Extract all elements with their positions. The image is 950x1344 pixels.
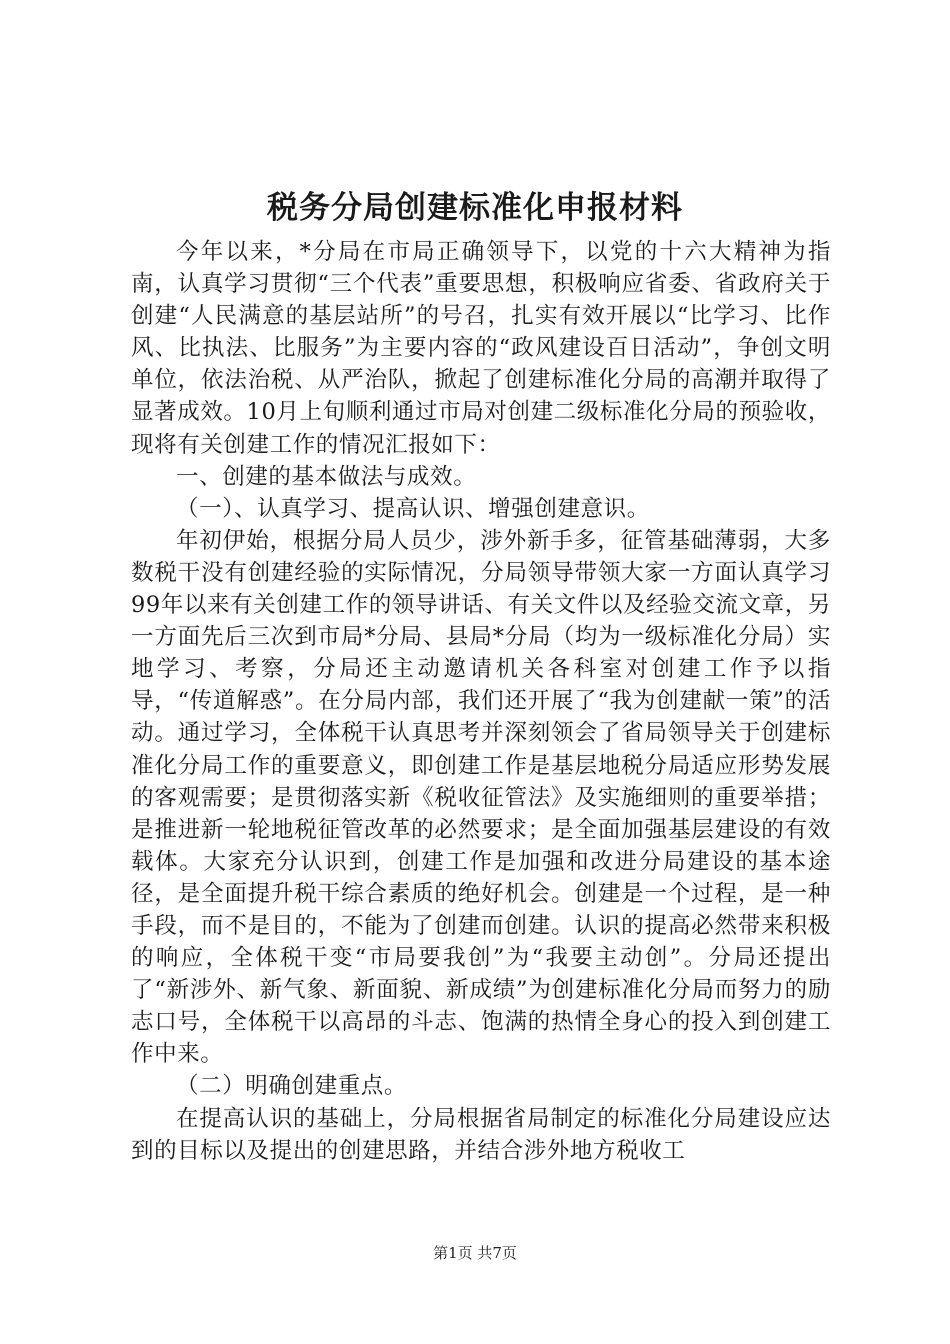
subsection-heading-1: （一）、认真学习、提高认识、增强创建意识。 [176,495,650,522]
paragraph-focus: 在提高认识的基础上，分局根据省局制定的标准化分局建设应达到的目标以及提出的创建思路，并结合涉外地方税收工 [131,1105,831,1164]
document-title: 税务分局创建标准化申报材料 [267,190,683,226]
section-heading-1: 一、创建的基本做法与成效。 [176,463,477,490]
page-footer: 第1页 共7页 [433,1244,517,1262]
paragraph-intro: 今年以来，*分局在市局正确领导下，以党的十六大精神为指南，认真学习贯彻“三个代表”重要思想，积极响应省委、省政府关于创建“人民满意的基层站所”的号召，扎实有效开展以“比学习、比作风、比执法、比服务”为主要内容的“政风建设百日活动”，争创文明单位，依法治税、从严治队，掀起了创建标准化分局的高潮并取得了显著成效。10月上旬顺利通过市局对创建二级标准化分局的预验收，现将有关创建工作的情况汇报如下： [131,239,831,458]
subsection-heading-2: （二）明确创建重点。 [176,1073,408,1100]
document-body [131,236,831,1167]
paragraph-study: 年初伊始，根据分局人员少，涉外新手多，征管基础薄弱，大多数税干没有创建经验的实际情况，分局领导带领大家一方面认真学习99年以来有关创建工作的领导讲话、有关文件以及经验交流文章，另一方面先后三次到市局*分局、县局*分局（均为一级标准化分局）实地学习、考察，分局还主动邀请机关各科室对创建工作予以指导，“传道解惑”。在分局内部，我们还开展了“我为创建献一策”的活动。通过学习，全体税干认真思考并深刻领会了省局领导关于创建标准化分局工作的重要意义，即创建工作是基层地税分局适应形势发展的客观需要；是贯彻落实新《税收征管法》及实施细则的重要举措；是推进新一轮地税征管改革的必然要求；是全面加强基层建设的有效载体。大家充分认识到，创建工作是加强和改进分局建设的基本途径，是全面提升税干综合素质的绝好机会。创建是一个过程，是一种手段，而不是目的，不能为了创建而创建。认识的提高必然带来积极的响应，全体税干变“市局要我创”为“我要主动创”。分局还提出了“新涉外、新气象、新面貌、新成绩”为创建标准化分局而努力的励志口号，全体税干以高昂的斗志、饱满的热情全身心的投入到创建工作中来。 [131,527,831,1068]
